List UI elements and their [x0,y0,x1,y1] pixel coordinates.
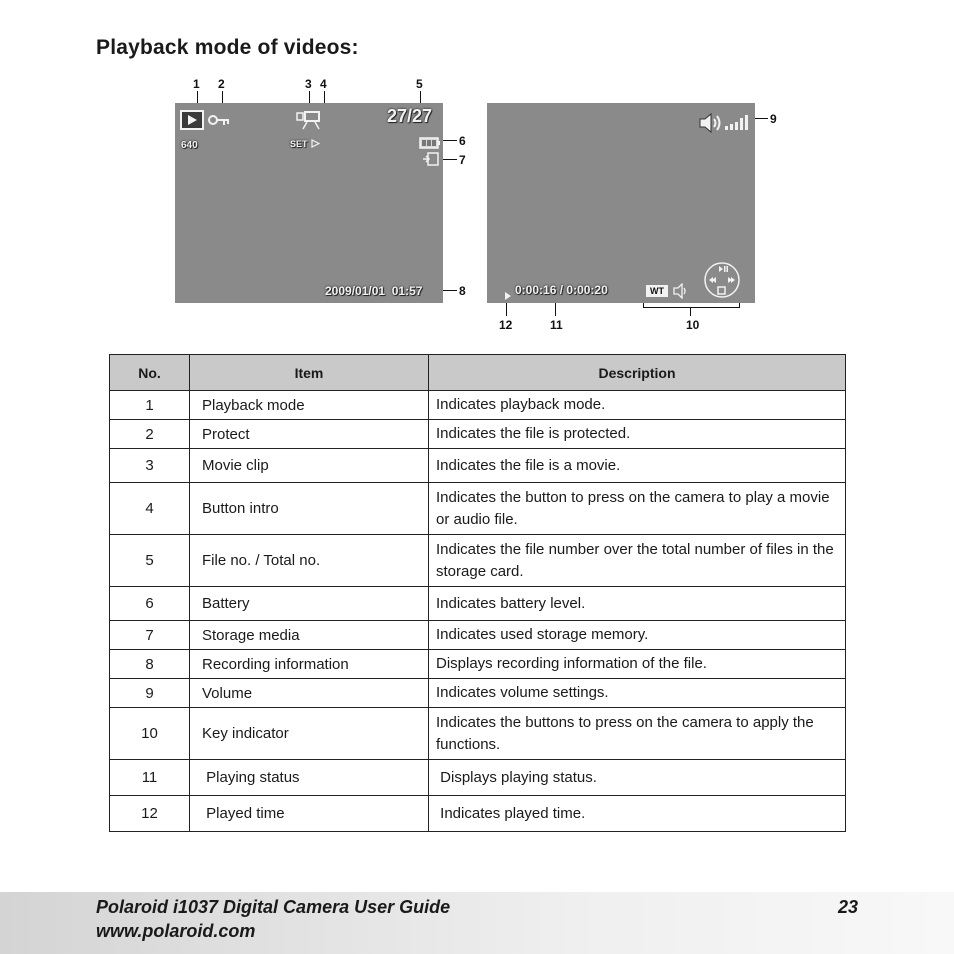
row-no: 4 [110,483,190,535]
row-no: 6 [110,587,190,621]
page-footer [0,892,954,954]
row-item: Playing status [190,760,429,796]
row-item: Recording information [190,650,429,679]
navigation-pad-icon [703,261,741,304]
elapsed-time: 0:00:16 [515,283,557,297]
wt-key: WT [646,285,668,297]
play-status-icon [504,287,512,305]
row-description: Displays playing status. [429,760,846,796]
row-description: Indicates the button to press on the camera to play a movie or audio file. [429,483,846,535]
row-no: 11 [110,760,190,796]
header-item: Item [190,355,429,391]
header-no: No. [110,355,190,391]
row-item: Protect [190,420,429,449]
time-separator: / [559,283,564,297]
row-item: Playback mode [190,391,429,420]
row-description: Indicates playback mode. [429,391,846,420]
row-item: Volume [190,679,429,708]
row-no: 5 [110,535,190,587]
header-description: Description [429,355,846,391]
row-description: Indicates the file is a movie. [429,449,846,483]
table-row [110,587,846,621]
row-item: Played time [190,796,429,832]
table-row [110,708,846,760]
row-description: Indicates the buttons to press on the camera to apply the functions. [429,708,846,760]
row-description: Indicates played time. [429,796,846,832]
recording-timestamp: 2009/01/01 01:57 [325,284,423,298]
callout-1: 1 [193,77,200,91]
footer-guide-title: Polaroid i1037 Digital Camera User Guide [96,897,451,917]
movie-clip-icon [296,110,322,135]
video-playing-screen-preview [487,103,755,303]
table-row [110,650,846,679]
playback-screen-preview [175,103,443,303]
row-description: Displays recording information of the file. [429,650,846,679]
row-no: 2 [110,420,190,449]
row-description: Indicates used storage memory. [429,621,846,650]
callout-12: 12 [499,318,513,332]
file-counter: 27/27 [387,106,433,126]
row-item: Movie clip [190,449,429,483]
row-no: 12 [110,796,190,832]
row-no: 3 [110,449,190,483]
row-item: Button intro [190,483,429,535]
table-row [110,621,846,650]
table-row [110,449,846,483]
footer-url[interactable]: www.polaroid.com [96,921,256,941]
callout-11: 11 [550,318,563,332]
callout-10: 10 [686,318,700,332]
page-title: Playback mode of videos: [96,36,359,59]
callout-5: 5 [416,77,423,91]
table-row [110,420,846,449]
volume-level-icon [698,112,752,139]
callout-3: 3 [305,77,312,91]
played-time [515,283,608,297]
row-no: 8 [110,650,190,679]
row-no: 1 [110,391,190,420]
callout-2: 2 [218,77,225,91]
callout-6: 6 [459,134,466,148]
button-intro [290,139,320,150]
resolution-badge: 640 [181,140,198,151]
row-item: Storage media [190,621,429,650]
callout-9: 9 [770,112,777,126]
table-row [110,679,846,708]
table-row [110,483,846,535]
table-row [110,796,846,832]
total-time: 0:00:20 [566,283,608,297]
volume-speaker-icon [673,283,689,304]
storage-media-icon [423,152,439,171]
row-no: 7 [110,621,190,650]
playback-mode-icon [180,110,204,130]
row-no: 9 [110,679,190,708]
set-label: SET [290,139,308,149]
row-description: Indicates the file number over the total number of files in the storage card. [429,535,846,587]
table-header-row [110,355,846,391]
row-no: 10 [110,708,190,760]
table-row [110,391,846,420]
row-description: Indicates battery level. [429,587,846,621]
row-item: File no. / Total no. [190,535,429,587]
protect-key-icon [208,113,230,132]
callout-8: 8 [459,284,466,298]
row-item: Battery [190,587,429,621]
row-description: Indicates volume settings. [429,679,846,708]
play-button-icon [310,139,320,150]
callout-7: 7 [459,153,466,167]
table-row [110,535,846,587]
items-table [109,354,846,832]
resolution-icon [181,141,198,151]
row-item: Key indicator [190,708,429,760]
callout-4: 4 [320,77,327,91]
row-description: Indicates the file is protected. [429,420,846,449]
table-row [110,760,846,796]
page-number: 23 [838,897,859,917]
